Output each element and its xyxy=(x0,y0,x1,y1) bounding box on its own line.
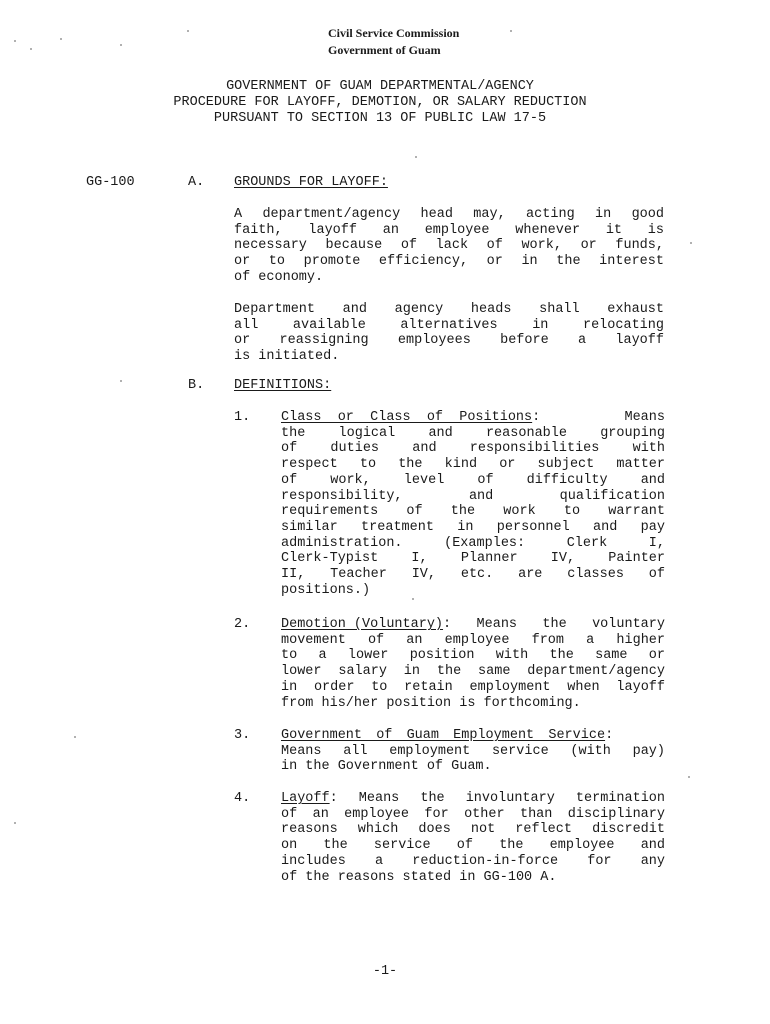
definition-number: 2. xyxy=(234,617,251,632)
scan-speck xyxy=(120,44,122,46)
title-line-2: PROCEDURE FOR LAYOFF, DEMOTION, OR SALARY REDUCTION xyxy=(173,95,587,110)
paragraph-line: Department and agency heads shall exhaust xyxy=(234,302,664,317)
definition-line: II, Teacher IV, etc. are classes of xyxy=(281,567,665,583)
scan-speck xyxy=(510,30,512,32)
scan-speck xyxy=(690,242,692,244)
scan-speck xyxy=(187,30,189,32)
scan-speck xyxy=(688,776,690,778)
definition-line: of the reasons stated in GG-100 A. xyxy=(281,869,557,885)
page-number: -1- xyxy=(372,964,398,979)
definition-line: of an employee for other than disciplinary xyxy=(281,806,665,822)
definition-item-4 xyxy=(281,791,665,885)
section-a-heading: GROUNDS FOR LAYOFF: xyxy=(234,175,388,190)
definition-line: responsibility, and qualification xyxy=(281,488,665,504)
letterhead xyxy=(328,25,459,59)
definition-line: on the service of the employee and xyxy=(281,838,665,854)
definition-line: the logical and reasonable grouping xyxy=(281,425,665,441)
definition-line: Clerk-Typist I, Planner IV, Painter xyxy=(281,551,665,567)
definition-line: includes a reduction-in-force for any xyxy=(281,853,665,869)
paragraph-line: or to promote efficiency, or in the interest xyxy=(234,254,664,270)
definition-item-1 xyxy=(281,410,665,598)
definition-term: Government of Guam Employment Service xyxy=(281,728,606,743)
definition-term: Demotion (Voluntary) xyxy=(281,617,444,632)
definition-line: requirements of the work to warrant xyxy=(281,504,665,520)
definition-line: positions.) xyxy=(281,582,371,598)
definition-line: reasons which does not reflect discredit xyxy=(281,822,665,838)
paragraph-line: of economy. xyxy=(234,269,324,285)
definition-term-rest: : Means xyxy=(532,410,665,425)
definition-line: Means all employment service (with pay) xyxy=(281,743,665,759)
definition-item-2 xyxy=(281,617,665,711)
definition-number: 1. xyxy=(234,410,251,425)
definition-line: lower salary in the same department/agency xyxy=(281,664,665,680)
definition-line: of work, level of difficulty and xyxy=(281,472,665,488)
section-b-heading: DEFINITIONS: xyxy=(234,378,332,393)
scan-speck xyxy=(30,48,32,50)
definition-line: respect to the kind or subject matter xyxy=(281,457,665,473)
section-a-marker: A. xyxy=(188,175,205,190)
section-a-paragraph-2 xyxy=(234,302,664,365)
definition-line: of duties and responsibilities with xyxy=(281,441,665,457)
definition-line: in the Government of Guam. xyxy=(281,759,492,775)
paragraph-line: all available alternatives in relocating xyxy=(234,317,664,333)
definition-first-line xyxy=(281,410,665,426)
definition-line: from his/her position is forthcoming. xyxy=(281,695,581,711)
paragraph-line: necessary because of lack of work, or funds, xyxy=(234,238,664,254)
definition-first-line xyxy=(281,728,665,744)
section-b-marker: B. xyxy=(188,378,205,393)
scan-speck xyxy=(14,40,16,42)
definition-term-rest: : Means the involuntary termination xyxy=(329,791,665,806)
scan-speck xyxy=(14,822,16,824)
definition-line: in order to retain employment when layoff xyxy=(281,679,665,695)
definition-line: movement of an employee from a higher xyxy=(281,632,665,648)
scan-speck xyxy=(415,156,417,158)
paragraph-line: or reassigning employees before a layoff xyxy=(234,333,664,349)
letterhead-commission: Civil Service Commission xyxy=(328,26,460,40)
paragraph-line: is initiated. xyxy=(234,349,340,365)
definition-number: 4. xyxy=(234,791,251,806)
definition-term: Layoff xyxy=(281,791,330,806)
definition-line: administration. (Examples: Clerk I, xyxy=(281,535,665,551)
scan-speck xyxy=(120,380,122,382)
scan-speck xyxy=(60,38,62,40)
title-line-1: GOVERNMENT OF GUAM DEPARTMENTAL/AGENCY xyxy=(226,79,534,94)
definition-term-rest: : Means the voluntary xyxy=(443,617,665,632)
definition-line: similar treatment in personnel and pay xyxy=(281,519,665,535)
definition-item-3 xyxy=(281,728,665,775)
definition-first-line xyxy=(281,791,665,807)
title-line-3: PURSUANT TO SECTION 13 OF PUBLIC LAW 17-5 xyxy=(213,111,547,126)
definition-term-rest: : xyxy=(605,728,614,743)
section-code: GG-100 xyxy=(86,175,135,190)
definition-line: to a lower position with the same or xyxy=(281,648,665,664)
document-title xyxy=(0,79,770,127)
letterhead-government: Government of Guam xyxy=(328,43,441,57)
definition-term: Class or Class of Positions xyxy=(281,410,533,425)
section-a-paragraph-1 xyxy=(234,207,664,286)
scan-speck xyxy=(74,736,76,738)
paragraph-line: faith, layoff an employee whenever it is xyxy=(234,222,664,238)
paragraph-line: A department/agency head may, acting in good xyxy=(234,207,664,222)
definition-number: 3. xyxy=(234,728,251,743)
definition-first-line xyxy=(281,617,665,633)
